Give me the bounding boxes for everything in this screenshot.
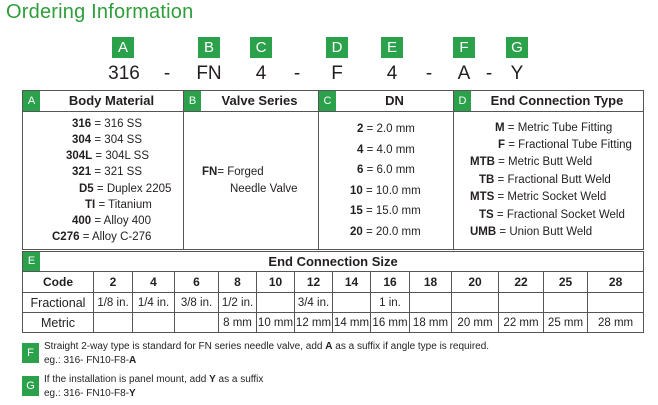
table-cell: 4 bbox=[133, 272, 175, 293]
table-cell: 14 bbox=[333, 272, 371, 293]
part-letter-d: D bbox=[326, 37, 348, 58]
table-cell: 1/2 in. bbox=[219, 293, 257, 313]
table-cell: 1/4 in. bbox=[133, 293, 175, 313]
part-letter-f: F bbox=[453, 37, 475, 58]
list-item: F = Fractional Tube Fitting bbox=[498, 138, 632, 151]
table-cell: 25 mm bbox=[544, 313, 588, 333]
note-letter-badge: G bbox=[22, 376, 39, 396]
table-cell: 10 bbox=[257, 272, 295, 293]
note-example: eg.: 316- FN10-F8-A bbox=[44, 355, 137, 366]
table-cell: 3/4 in. bbox=[295, 293, 333, 313]
note-text: If the installation is panel mount, add Y as a suffix bbox=[44, 374, 264, 385]
table-cell: 18 mm bbox=[410, 313, 452, 333]
part-seg-end-size: 4 bbox=[386, 63, 398, 84]
part-seg-dn: 4 bbox=[255, 63, 267, 84]
list-item: MTB = Metric Butt Weld bbox=[470, 156, 593, 169]
list-item: 4 = 4.0 mm bbox=[357, 143, 415, 156]
part-seg-panel: Y bbox=[510, 63, 524, 84]
dn-list bbox=[319, 112, 454, 250]
list-item: 10 = 10.0 mm bbox=[350, 184, 421, 197]
list-item: 316 = 316 SS bbox=[72, 117, 143, 130]
part-seg-dash: - bbox=[485, 63, 493, 84]
table-cell: 22 bbox=[499, 272, 544, 293]
table-cell bbox=[410, 293, 452, 313]
part-letter-g: G bbox=[506, 37, 528, 58]
table-cell bbox=[499, 293, 544, 313]
table-cell: 22 mm bbox=[499, 313, 544, 333]
code-row-label: Code bbox=[23, 272, 94, 293]
table-cell: 28 mm bbox=[588, 313, 644, 333]
part-letter-c: C bbox=[250, 37, 272, 58]
table-cell bbox=[544, 293, 588, 313]
part-seg-angle: A bbox=[457, 63, 471, 84]
table-cell: 6 bbox=[175, 272, 219, 293]
end-connection-type-header: D End Connection Type bbox=[454, 91, 644, 112]
table-cell bbox=[452, 293, 499, 313]
ordering-table-header bbox=[23, 91, 644, 112]
note-panel-mount bbox=[22, 373, 642, 403]
part-seg-series: FN bbox=[196, 63, 222, 84]
table-cell: 16 mm bbox=[371, 313, 410, 333]
table-cell: 20 bbox=[452, 272, 499, 293]
table-cell bbox=[333, 293, 371, 313]
part-letter-e: E bbox=[381, 37, 403, 58]
table-cell: 12 bbox=[295, 272, 333, 293]
end-connection-type-list bbox=[454, 112, 644, 250]
list-item: 304 = 304 SS bbox=[72, 133, 143, 146]
table-cell: 8 bbox=[219, 272, 257, 293]
table-cell: 8 mm bbox=[219, 313, 257, 333]
table-cell: 28 bbox=[588, 272, 644, 293]
note-angle-type bbox=[22, 340, 642, 370]
table-cell: 14 mm bbox=[333, 313, 371, 333]
list-item: TB = Fractional Butt Weld bbox=[479, 173, 611, 186]
table-cell: 3/8 in. bbox=[175, 293, 219, 313]
list-item: 20 = 20.0 mm bbox=[350, 225, 421, 238]
table-cell: 1/8 in. bbox=[94, 293, 133, 313]
list-item: 400 = Alloy 400 bbox=[72, 214, 151, 227]
size-letter-badge: E bbox=[23, 252, 40, 271]
table-cell: 12 mm bbox=[295, 313, 333, 333]
part-letter-b: B bbox=[198, 37, 220, 58]
list-item: C276 = Alloy C-276 bbox=[52, 231, 152, 244]
table-cell bbox=[94, 313, 133, 333]
metric-row-label: Metric bbox=[23, 313, 94, 333]
list-item: M = Metric Tube Fitting bbox=[495, 121, 613, 134]
part-seg-material: 316 bbox=[108, 63, 140, 84]
table-cell: 20 mm bbox=[452, 313, 499, 333]
fractional-row-label: Fractional bbox=[23, 293, 94, 313]
table-row bbox=[23, 293, 644, 313]
table-row bbox=[23, 313, 644, 333]
table-cell: 25 bbox=[544, 272, 588, 293]
list-item: 304L = 304L SS bbox=[66, 150, 150, 163]
table-cell: 1 in. bbox=[371, 293, 410, 313]
part-seg-dash: - bbox=[163, 63, 171, 84]
list-item: TI = Titanium bbox=[85, 198, 152, 211]
end-connection-size-table bbox=[22, 251, 644, 333]
note-text: Straight 2-way type is standard for FN series needle valve, add A as a suffix if angle type is required. bbox=[44, 341, 490, 352]
list-item: 321 = 321 SS bbox=[72, 166, 143, 179]
body-material-header: A Body Material bbox=[23, 91, 184, 112]
list-item: MTS = Metric Socket Weld bbox=[470, 191, 607, 204]
body-material-list bbox=[23, 112, 184, 250]
end-connection-size-header bbox=[23, 252, 644, 272]
part-seg-dash: - bbox=[425, 63, 433, 84]
note-letter-badge: F bbox=[22, 343, 39, 363]
table-cell: 16 bbox=[371, 272, 410, 293]
table-cell bbox=[175, 313, 219, 333]
list-item: UMB = Union Butt Weld bbox=[470, 226, 593, 239]
part-seg-dash: - bbox=[293, 63, 301, 84]
size-table-header bbox=[23, 252, 644, 272]
table-cell: 10 mm bbox=[257, 313, 295, 333]
ordering-table bbox=[22, 90, 644, 250]
table-cell bbox=[257, 293, 295, 313]
note-example: eg.: 316- FN10-F8-Y bbox=[44, 388, 136, 399]
valve-series-header: B Valve Series bbox=[184, 91, 319, 112]
table-cell bbox=[133, 313, 175, 333]
table-cell bbox=[588, 293, 644, 313]
part-letter-a: A bbox=[112, 37, 134, 58]
table-cell: 2 bbox=[94, 272, 133, 293]
list-item: 2 = 2.0 mm bbox=[357, 123, 415, 135]
part-seg-end-type: F bbox=[331, 63, 343, 84]
list-item: TS = Fractional Socket Weld bbox=[479, 208, 625, 221]
page-title: Ordering Information bbox=[6, 1, 194, 23]
size-header-label: End Connection Size bbox=[268, 254, 398, 269]
table-cell: 18 bbox=[410, 272, 452, 293]
list-item: Needle Valve bbox=[230, 182, 298, 195]
dn-header: C DN bbox=[319, 91, 454, 112]
list-item: D5 = Duplex 2205 bbox=[79, 182, 172, 195]
list-item: FN= Forged bbox=[202, 166, 264, 179]
list-item: 6 = 6.0 mm bbox=[357, 164, 415, 176]
table-row bbox=[23, 272, 644, 293]
list-item: 15 = 15.0 mm bbox=[350, 205, 421, 217]
valve-series-list bbox=[184, 112, 319, 250]
